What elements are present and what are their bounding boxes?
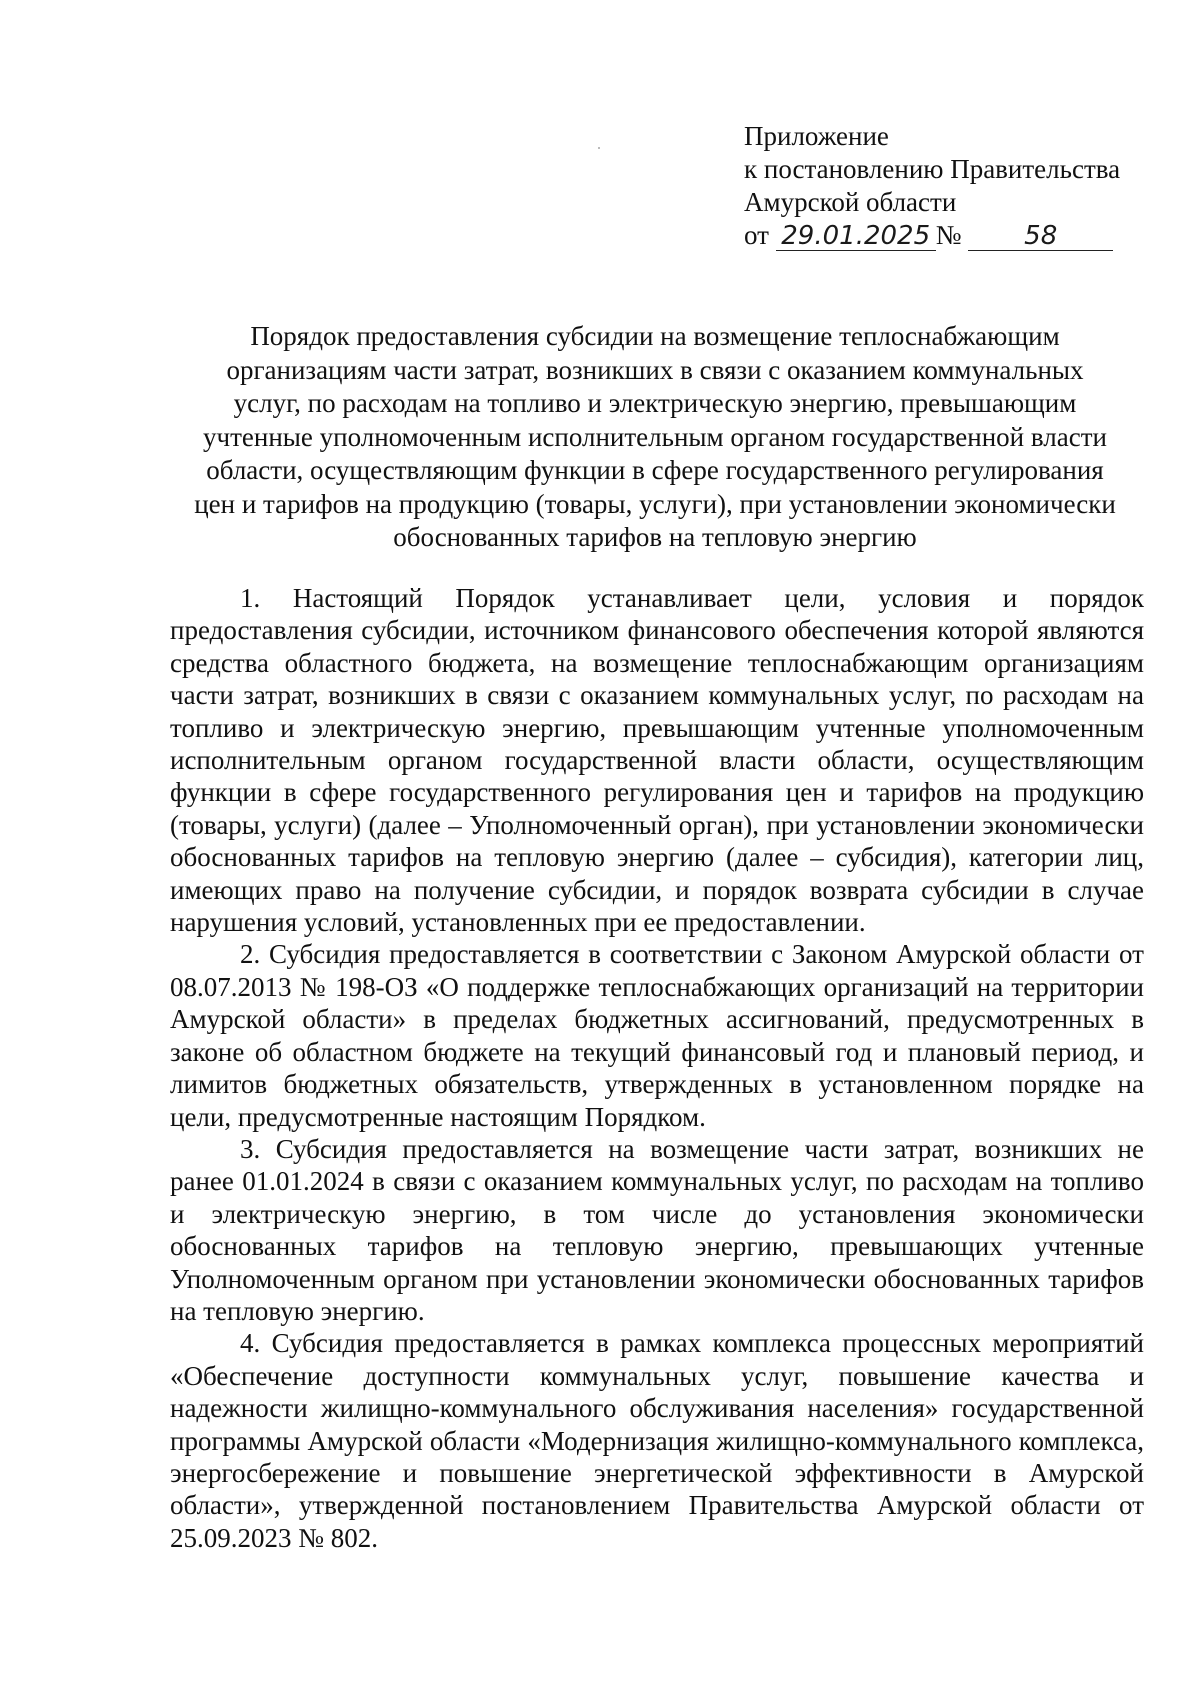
paragraph-3: 3. Субсидия предоставляется на возмещение части затрат, возникших не ранее 01.01.2024 в связи с оказанием коммунальных услуг, по расходам на топливо и электрическую энергию, в том числе до установления экономически обоснованных тарифов на тепловую энергию, превышающих учтенные Уполномоченным органом при установлении экономически обоснованных тарифов на тепловую энергию. xyxy=(170,1133,1144,1326)
document-body xyxy=(170,582,1144,1554)
title-line: Порядок предоставления субсидии на возмещение теплоснабжающим xyxy=(250,321,1060,351)
appendix-header xyxy=(744,120,1144,252)
title-line: обоснованных тарифов на тепловую энергию xyxy=(393,522,917,552)
appendix-resolution-ref: к постановлению Правительства xyxy=(744,154,1121,184)
paragraph-4: 4. Субсидия предоставляется в рамках комплекса процессных мероприятий «Обеспечение доступности коммунальных услуг, повышение качества и надежности жилищно-коммунального обслуживания населения» государственной программы Амурской области «Модернизация жилищно-коммунального комплекса, энергосбережение и повышение энергетической эффективности в Амурской области», утвержденной постановлением Правительства Амурской области от 25.09.2023 № 802. xyxy=(170,1328,1144,1553)
appendix-region: Амурской области xyxy=(744,187,957,217)
number-sign: № xyxy=(935,220,962,250)
document-title xyxy=(160,320,1150,555)
paragraph-1: 1. Настоящий Порядок устанавливает цели, условия и порядок предоставления субсидии, источником финансового обеспечения которой являются средства областного бюджета, на возмещение теплоснабжающим организациям части затрат, возникших в связи с оказанием коммунальных услуг, по расходам на топливо и электрическую энергию, превышающим учтенные уполномоченным исполнительным органом государственной власти области, осуществляющим функции в сфере государственного регулирования цен и тарифов на продукцию (товары, услуги) (далее – Уполномоченный орган), при установлении экономически обоснованных тарифов на тепловую энергию (далее – субсидия), категории лиц, имеющих право на получение субсидии, и порядок возврата субсидии в случае нарушения условий, установленных при ее предоставлении. xyxy=(170,583,1144,938)
handwritten-date: 29.01.2025 xyxy=(776,222,936,251)
title-line: цен и тарифов на продукцию (товары, услуги), при установлении экономически xyxy=(194,488,1116,519)
appendix-date-number-line xyxy=(744,219,1144,252)
scan-speck xyxy=(598,147,600,149)
date-prefix: от xyxy=(744,220,769,250)
appendix-label: Приложение xyxy=(744,121,889,151)
handwritten-number: 58 xyxy=(968,222,1113,251)
title-line: учтенные уполномоченным исполнительным органом государственной власти xyxy=(203,421,1107,452)
title-line: области, осуществляющим функции в сфере государственного регулирования xyxy=(206,455,1104,485)
paragraph-2: 2. Субсидия предоставляется в соответствии с Законом Амурской области от 08.07.2013 № 198-ОЗ «О поддержке теплоснабжающих организаций на территории Амурской области» в пределах бюджетных ассигнований, предусмотренных в законе об областном бюджете на текущий финансовый год и плановый период, и лимитов бюджетных обязательств, утвержденных в установленном порядке на цели, предусмотренные настоящим Порядком. xyxy=(170,939,1144,1132)
title-line: услуг, по расходам на топливо и электрическую энергию, превышающим xyxy=(233,388,1077,418)
title-line: организациям части затрат, возникших в связи с оказанием коммунальных xyxy=(226,354,1084,385)
